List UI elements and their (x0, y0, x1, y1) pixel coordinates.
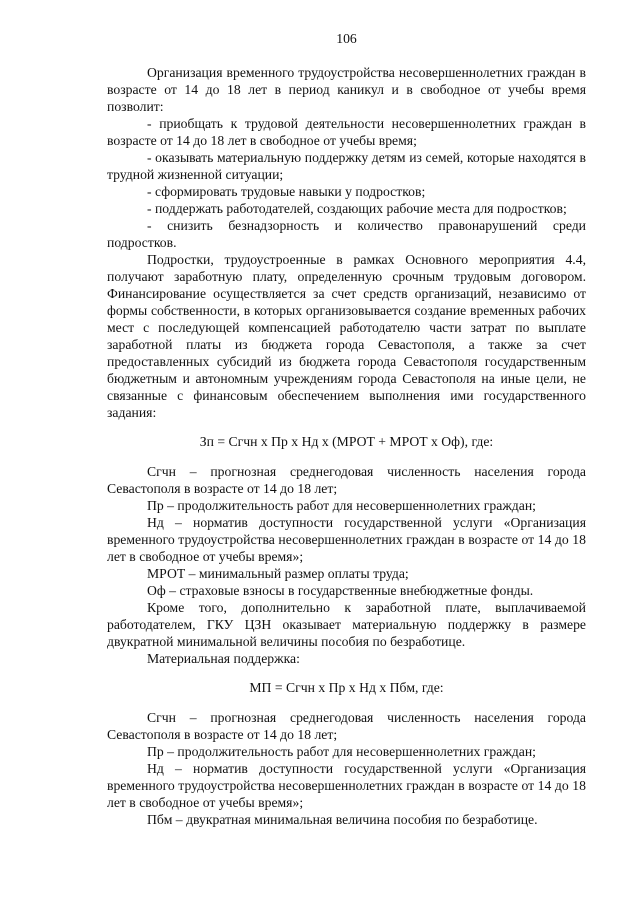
list-item-employers: - поддержать работодателей, создающих рабочие места для подростков; (147, 201, 567, 216)
definition-sgchn-2: Сгчн – прогнозная среднегодовая численность населения города Севастополя в возрасте от 14 до 18 лет; (107, 710, 586, 742)
definition-pr-2: Пр – продолжительность работ для несовершеннолетних граждан; (147, 744, 536, 759)
support-formula: МП = Сгчн х Пр х Нд х Пбм, где: (249, 680, 444, 695)
document-page (107, 30, 586, 828)
material-support-heading: Материальная поддержка: (147, 651, 300, 666)
definition-of: Оф – страховые взносы в государственные внебюджетные фонды. (147, 583, 534, 598)
page-number: 106 (336, 31, 357, 46)
list-item-involve: - приобщать к трудовой деятельности несовершеннолетних граждан в возрасте от 14 до 18 лет в свободное от учебы время; (107, 116, 586, 148)
definition-sgchn: Сгчн – прогнозная среднегодовая численность населения города Севастополя в возрасте от 14 до 18 лет; (107, 464, 586, 496)
list-item-support: - оказывать материальную поддержку детям из семей, которые находятся в трудной жизненной ситуации; (107, 150, 586, 182)
list-item-reduce: - снизить безнадзорность и количество правонарушений среди подростков. (107, 218, 586, 250)
salary-formula: Зп = Сгчн х Пр х Нд х (МРОТ + МРОТ х Оф), где: (199, 434, 494, 449)
support-paragraph: Кроме того, дополнительно к заработной плате, выплачиваемой работодателем, ГКУ ЦЗН оказывает материальную поддержку в размере двукратной минимальной величины пособия по безработице. (107, 600, 586, 649)
financing-paragraph: Подростки, трудоустроенные в рамках Основного мероприятия 4.4, получают заработную плату, определенную срочным трудовым договором. Финансирование осуществляется за счет средств организаций, независимо от формы собственности, в которых организовывается создание временных рабочих мест с последующей компенсацией работодателю части затрат по выплате заработной платы из бюджета города Севастополя, а также за счет предоставленных субсидий из бюджета города Севастополя государственным бюджетным и автономным учреждениям города Севастополя на иные цели, не связанные с финансовым обеспечением выполнения ими государственного задания: (107, 252, 586, 420)
definition-pbm: Пбм – двукратная минимальная величина пособия по безработице. (147, 812, 538, 827)
definition-mrot: МРОТ – минимальный размер оплаты труда; (147, 566, 409, 581)
definition-nd: Нд – норматив доступности государственной услуги «Организация временного трудоустройства несовершеннолетних граждан в возрасте от 14 до 18 лет в свободное от учебы время»; (107, 515, 586, 564)
intro-paragraph: Организация временного трудоустройства несовершеннолетних граждан в возрасте от 14 до 18 лет в период каникул и в свободное от учебы время позволит: (107, 65, 586, 114)
definition-nd-2: Нд – норматив доступности государственной услуги «Организация временного трудоустройства несовершеннолетних граждан в возрасте от 14 до 18 лет в свободное от учебы время»; (107, 761, 586, 810)
definition-pr: Пр – продолжительность работ для несовершеннолетних граждан; (147, 498, 536, 513)
list-item-skills: - сформировать трудовые навыки у подростков; (147, 184, 426, 199)
